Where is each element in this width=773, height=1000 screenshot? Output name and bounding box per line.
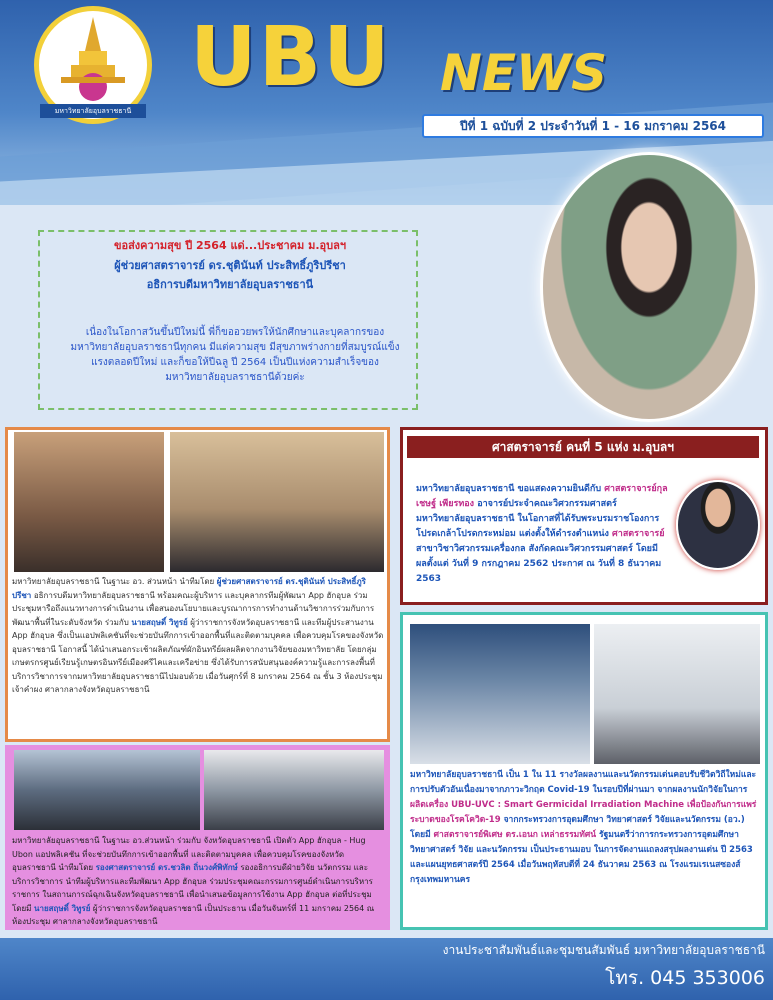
app-article-text: มหาวิทยาลัยอุบลราชธานี ในฐานะ อว.ส่วนหน้า ร่วมกับ จังหวัดอุบลราชธานี เปิดตัว App ฮักอุบล - Hug Ubon แอปพลิเคชัน ที่จะช่วยบันทึกการเข้าออกพื้นที่ และติดตามบุคคล เพื่อควบคุมโรคของจังหวัดอุบลราชธานี นำทีมโดย รองศาสตราจารย์ ดร.ชวลิต ถิ่นวงศ์พิทักษ์ รองอธิการบดีฝ่ายวิจัย นวัตกรรม และบริการวิชาการ นำทีมผู้บริหารและทีมพัฒนา App ฮักอุบล ร่วมประชุมคณะกรรมการศูนย์ดำเนินการบริหารราชการ ในสถานการณ์ฉุกเฉินจังหวัดอุบลราชธานี เพื่อนำเสนอข้อมูลการใช้งาน App ฮักอุบล ต่อที่ประชุม โดยมี นายสฤษดิ์ วิทูรย์ ผู้ว่าราชการจังหวัดอุบลราชธานี เป็นประธาน เมื่อวันจันทร์ที่ 11 มกราคม 2564 ณ ห้องประชุม ศาลากลางจังหวัดอุบลราชธานี	[12, 836, 375, 926]
greeting-role: อธิการบดีมหาวิทยาลัยอุบลราชธานี	[146, 278, 314, 291]
footer-organization: งานประชาสัมพันธ์และชุมชนสัมพันธ์ มหาวิทยาลัยอุบลราชธานี	[442, 943, 765, 957]
masthead-subtitle: NEWS	[440, 44, 608, 102]
award-photo-1	[410, 624, 590, 764]
award-photo-2	[594, 624, 760, 764]
footer-phone: โทร. 045 353006	[605, 967, 765, 989]
professor-article-text: มหาวิทยาลัยอุบลราชธานี ขอแสดงความยินดีกับ ศาสตราจารย์กุลเชษฐ์ เพียรทอง อาจารย์ประจำคณะวิศวกรรมศาสตร์ มหาวิทยาลัยอุบลราชธานี ในโอกาสที่ได้รับพระบรมราชโองการโปรดเกล้าโปรดกระหม่อม แต่งตั้งให้ดำรงตำแหน่ง ศาสตราจารย์ สาขาวิชาวิศวกรรมเครื่องกล สังกัดคณะวิศวกรรมศาสตร์ โดยมีผลตั้งแต่ วันที่ 9 กรกฎาคม 2562 ประกาศ ณ วันที่ 8 ธันวาคม 2563	[416, 484, 668, 584]
meeting-photo-1	[14, 432, 164, 572]
meeting-photo-2	[170, 432, 384, 572]
greeting-body: เนื่องในโอกาสวันขึ้นปีใหม่นี้ พี่ก็ขออวยพรให้นักศึกษาและบุคลากรของมหาวิทยาลัยอุบลราชธานีทุกคน มีแต่ความสุข มีสุขภาพร่างกายที่สมบูรณ์แข็งแรงตลอดปีใหม่ และก็ขอให้ปีฉลู ปี 2564 เป็นปีแห่งความสำเร็จของมหาวิทยาลัยอุบลราชธานีด้วยค่ะ	[70, 327, 400, 383]
meeting-article-text: มหาวิทยาลัยอุบลราชธานี ในฐานะ อว. ส่วนหน้า นำทีมโดย ผู้ช่วยศาสตราจารย์ ดร.ชุตินันท์ ประสิทธิ์ภูริปรีชา อธิการบดีมหาวิทยาลัยอุบลราชธานี พร้อมคณะผู้บริหาร และบุคลากรทีมผู้พัฒนา App ฮักอุบล ร่วมประชุมหารือถึงแนวทางการดำเนินงาน เพื่อสนองนโยบายและบูรณาการการทำงานด้านวิชาการร่วมกับการพัฒนาพื้นที่ในระดับจังหวัด ร่วมกับ นายสฤษดิ์ วิทูรย์ ผู้ว่าราชการจังหวัดอุบลราชธานี และทีมผู้ประสานงาน App ฮักอุบล ซึ่งเป็นแอปพลิเคชันที่จะช่วยบันทึกการเข้าออกพื้นที่และติดตามบุคคล เพื่อควบคุมโรคของจังหวัดอุบลราชธานี โอกาสนี้ ได้นำเสนอกระเช้าผลิตภัณฑ์ผักอินทรีย์ผลผลิตจากงานวิจัยของมหาวิทยาลัย โดยกลุ่มเกษตรกรศูนย์เรียนรู้เกษตรอินทรีย์เมืองศรีไคและเครือข่าย ซึ่งได้รับการสนับสนุนองค์ความรู้และการลงพื้นที่บริการวิชาการจากมหาวิทยาลัยอุบลราชธานีไปมอบด้วย เมื่อวันศุกร์ที่ 8 มกราคม 2564 ณ ชั้น 3 ห้องประชุมเจ้าคำผง ศาลากลางจังหวัดอุบลราชธานี	[12, 577, 384, 694]
masthead-title: UBU	[190, 10, 392, 105]
logo-caption: มหาวิทยาลัยอุบลราชธานี	[40, 104, 146, 118]
professor-portrait-photo	[676, 480, 760, 570]
issue-info: ปีที่ 1 ฉบับที่ 2 ประจำวันที่ 1 - 16 มกราคม 2564	[422, 114, 764, 138]
professor-heading: ศาสตราจารย์ คนที่ 5 แห่ง ม.อุบลฯ	[407, 436, 759, 458]
greeting-author: ผู้ช่วยศาสตราจารย์ ดร.ชุตินันท์ ประสิทธิ์ภูริปรีชา	[114, 259, 346, 272]
app-meeting-photo-1	[14, 750, 200, 830]
president-portrait-photo	[540, 152, 758, 422]
greeting-title: ขอส่งความสุข ปี 2564 แด่...ประชาคม ม.อุบลฯ	[113, 239, 347, 252]
app-meeting-photo-2	[204, 750, 384, 830]
award-article-text: มหาวิทยาลัยอุบลราชธานี เป็น 1 ใน 11 รางวัลผลงานและนวัตกรรมเด่นคอบรับชีวิตวิถีใหม่และการปรับตัวอันเนื่องมาจากภาวะวิกฤต Covid-19 ในรอบปีที่ผ่านมา จากผลงานนักวิจัยในการผลิตเครื่อง UBU-UVC : Smart Germicidal Irradiation Machine เพื่อป้องกันการแพร่ระบาดของโรคโควิด-19 จากกระทรวงการอุดมศึกษา วิทยาศาสตร์ วิจัยและนวัตกรรม (อว.) โดยมี ศาสตราจารย์พิเศษ ดร.เอนก เหล่าธรรมทัศน์ รัฐมนตรีว่าการกระทรวงการอุดมศึกษา วิทยาศาสตร์ วิจัย และนวัตกรรม เป็นประธานมอบ ในการจัดงานแถลงสรุปผลงานเด่น ปี 2563 และแผนยุทธศาสตร์ปี 2564 เมื่อวันพฤหัสบดีที่ 24 ธันวาคม 2563 ณ โรงแรมเรเนสซองส์ กรุงเทพมหานคร	[410, 770, 757, 885]
